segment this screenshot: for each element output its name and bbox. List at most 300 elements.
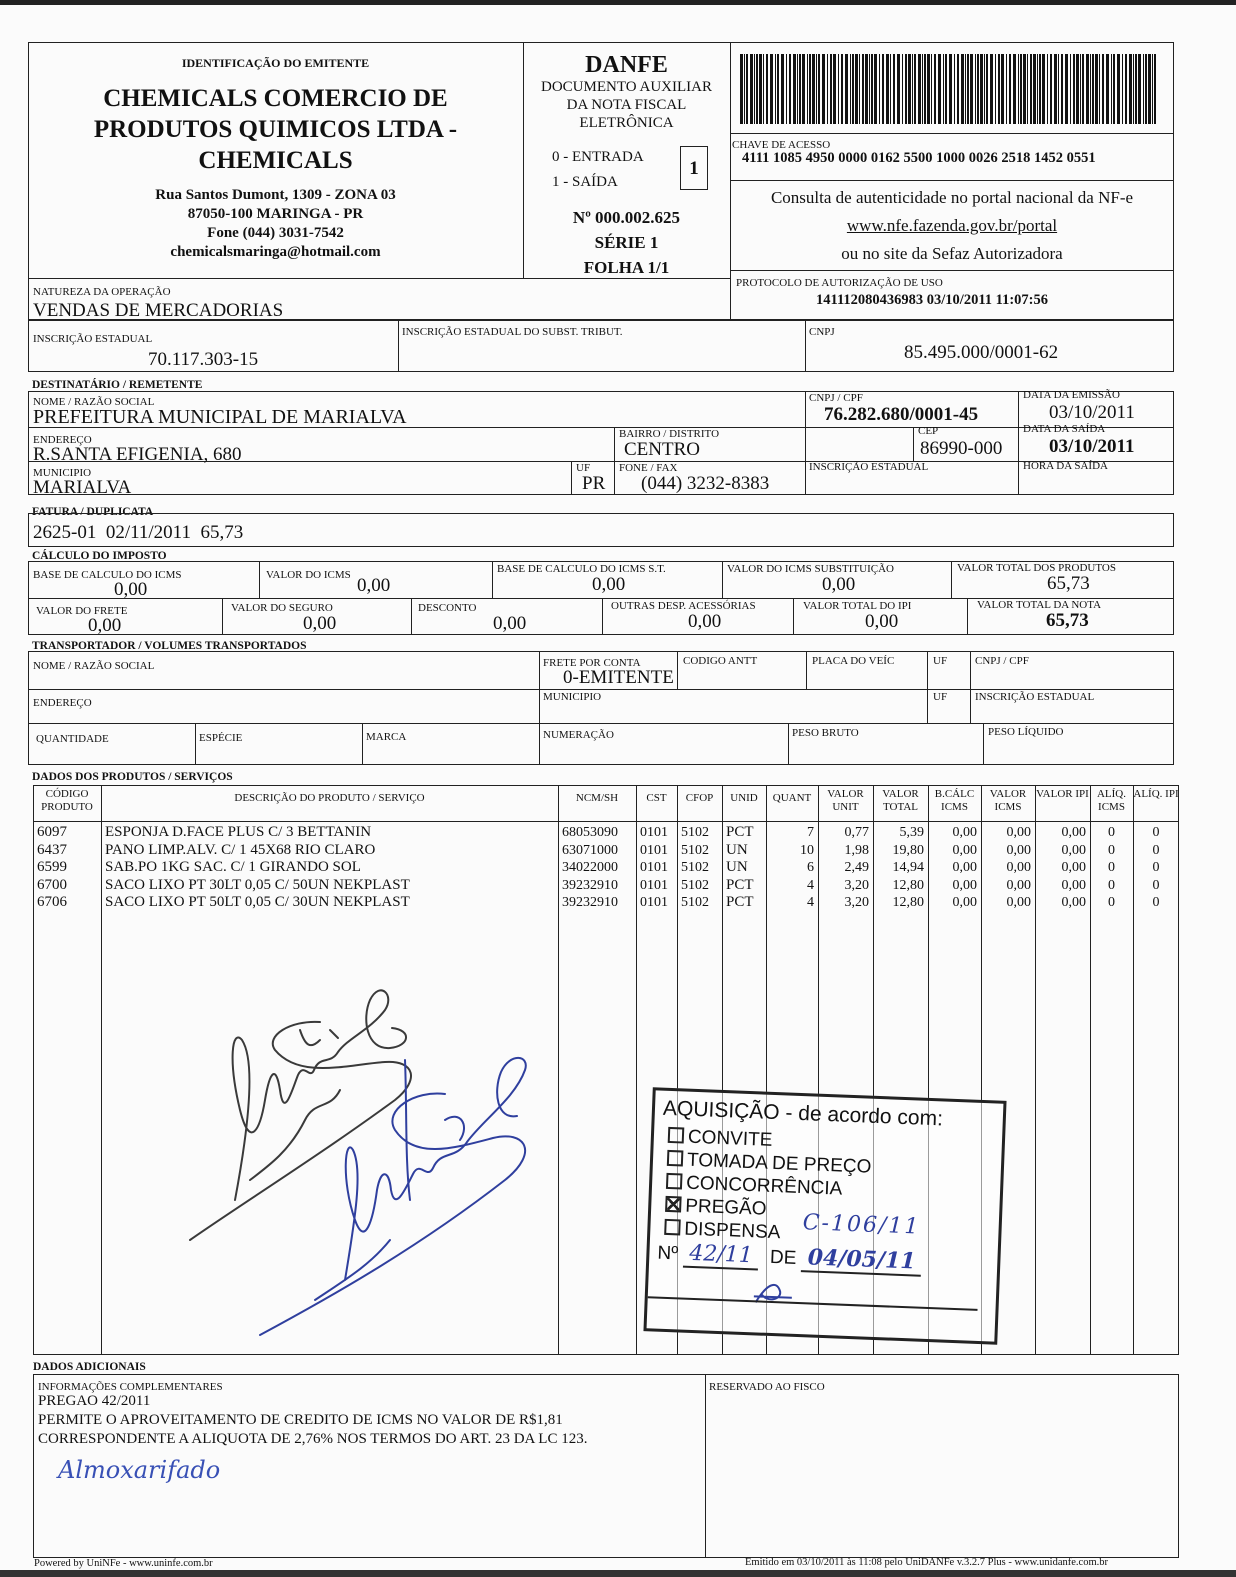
bc-st: 0,00 bbox=[592, 574, 626, 595]
danfe-numero-block bbox=[523, 205, 730, 280]
stamp-option: PREGÃO bbox=[665, 1194, 870, 1225]
table-cell: SACO LIXO PT 30LT 0,05 C/ 50UN NEKPLAST bbox=[105, 876, 410, 893]
table-column-divider bbox=[101, 785, 102, 1355]
table-header: CST bbox=[646, 792, 667, 804]
barcode-bar bbox=[1006, 54, 1007, 124]
barcode-bar bbox=[1001, 54, 1004, 124]
table-cell: 1,98 bbox=[844, 842, 869, 858]
barcode-bar bbox=[1058, 54, 1059, 124]
stamp-signature-line bbox=[648, 1296, 978, 1311]
transp-numeracao-label: NUMERAÇÃO bbox=[543, 729, 614, 741]
table-cell: 6700 bbox=[37, 876, 67, 893]
ipi-label: VALOR TOTAL DO IPI bbox=[803, 600, 912, 612]
table-cell: 0101 bbox=[640, 825, 668, 840]
stamp-title: AQUISIÇÃO - de acordo com: bbox=[662, 1096, 944, 1131]
table-cell: 39232910 bbox=[562, 895, 618, 910]
barcode-bar bbox=[986, 54, 988, 124]
destinatario-section: DESTINATÁRIO / REMETENTE bbox=[32, 379, 203, 391]
table-cell: 4 bbox=[807, 877, 814, 893]
dest-cep: 86990-000 bbox=[920, 438, 1003, 459]
table-cell: 5102 bbox=[681, 842, 709, 858]
barcode-bar bbox=[781, 54, 784, 124]
table-header: VALOR IPI bbox=[1036, 788, 1089, 800]
entrada-label: 0 - ENTRADA bbox=[552, 149, 644, 165]
dest-saida: 03/10/2011 bbox=[1049, 436, 1135, 457]
barcode-bar bbox=[756, 54, 758, 124]
v-icms-label: VALOR DO ICMS bbox=[266, 569, 351, 581]
barcode-bar bbox=[1099, 54, 1100, 124]
barcode-bar bbox=[812, 54, 815, 124]
transp-placa-label: PLACA DO VEÍC bbox=[812, 655, 895, 667]
barcode-bar bbox=[816, 54, 817, 124]
table-cell: 0101 bbox=[640, 877, 668, 893]
barcode-bar bbox=[744, 54, 745, 124]
barcode-bar bbox=[918, 54, 921, 124]
ie-label: INSCRIÇÃO ESTADUAL bbox=[33, 333, 153, 345]
table-cell: 0101 bbox=[640, 895, 668, 910]
barcode-bar bbox=[1113, 54, 1115, 124]
fatura-section: FATURA / DUPLICATA bbox=[32, 506, 154, 518]
table-cell: 5102 bbox=[681, 825, 709, 840]
barcode-bar bbox=[1154, 54, 1156, 124]
table-cell: 6706 bbox=[37, 894, 67, 910]
barcode-bar bbox=[995, 54, 996, 124]
chave-label: CHAVE DE ACESSO bbox=[732, 139, 831, 151]
table-cell: PCT bbox=[726, 824, 754, 840]
barcode-bar bbox=[975, 54, 976, 124]
barcode-bar bbox=[1082, 54, 1084, 124]
barcode-bar bbox=[886, 54, 889, 124]
barcode-bar bbox=[1148, 54, 1151, 124]
barcode-bar bbox=[1037, 54, 1038, 124]
barcode-bar bbox=[967, 54, 969, 124]
barcode-bar bbox=[1039, 54, 1041, 124]
natureza-label: NATUREZA DA OPERAÇÃO bbox=[33, 286, 171, 298]
table-cell: UN bbox=[726, 841, 748, 858]
barcode-bar bbox=[934, 54, 936, 124]
table-cell: 0 bbox=[1152, 877, 1160, 893]
barcode-bar bbox=[1106, 54, 1109, 124]
barcode-bar bbox=[777, 54, 779, 124]
cnpj-emit-label: CNPJ bbox=[809, 326, 835, 338]
checkbox-icon bbox=[666, 1173, 683, 1190]
table-cell: PCT bbox=[726, 876, 754, 893]
table-cell: 3,20 bbox=[844, 895, 869, 910]
barcode-bar bbox=[759, 54, 762, 124]
dest-fone: (044) 3232-8383 bbox=[641, 473, 770, 494]
barcode-bar bbox=[850, 54, 851, 124]
barcode-bar bbox=[957, 54, 959, 124]
barcode-bar bbox=[931, 54, 932, 124]
cnpj-emit-value: 85.495.000/0001-62 bbox=[904, 342, 1059, 363]
barcode-bar bbox=[927, 54, 930, 124]
barcode-bar bbox=[789, 54, 791, 124]
barcode-bar bbox=[841, 54, 843, 124]
table-cell: 0,00 bbox=[1006, 825, 1031, 840]
bc-st-label: BASE DE CALCULO DO ICMS S.T. bbox=[497, 563, 666, 575]
stamp-handwritten-code: C-106/11 bbox=[802, 1210, 921, 1240]
barcode-bar bbox=[874, 54, 877, 124]
table-cell: 4 bbox=[807, 895, 814, 910]
table-cell: 0,00 bbox=[952, 895, 977, 910]
table-cell: 0101 bbox=[640, 860, 668, 875]
barcode-bar bbox=[775, 54, 776, 124]
transp-section: TRANSPORTADOR / VOLUMES TRANSPORTADOS bbox=[32, 640, 307, 652]
barcode-bar bbox=[830, 54, 832, 124]
table-header: ALÍQ. ICMS bbox=[1096, 788, 1127, 813]
footer-left: Powered by UniNFe - www.uninfe.com.br bbox=[34, 1558, 213, 1569]
table-cell: 0,00 bbox=[1061, 895, 1086, 910]
barcode-bar bbox=[882, 54, 884, 124]
fisco-label: RESERVADO AO FISCO bbox=[709, 1381, 825, 1393]
transp-liquido-label: PESO LÍQUIDO bbox=[988, 726, 1064, 738]
adicionais-section: DADOS ADICIONAIS bbox=[33, 1361, 146, 1373]
table-cell: 0 bbox=[1152, 842, 1160, 858]
table-column-divider bbox=[636, 785, 637, 1355]
imposto-section: CÁLCULO DO IMPOSTO bbox=[32, 550, 167, 562]
barcode-bar bbox=[980, 54, 983, 124]
barcode-bar bbox=[827, 54, 828, 124]
transp-especie-label: ESPÉCIE bbox=[199, 732, 243, 744]
table-header: CÓDIGO PRODUTO bbox=[41, 788, 93, 813]
table-cell: 0 bbox=[1108, 842, 1115, 858]
info-label: INFORMAÇÕES COMPLEMENTARES bbox=[38, 1381, 223, 1393]
dest-fone-label: FONE / FAX bbox=[619, 462, 678, 474]
transp-municipio-label: MUNICIPIO bbox=[543, 691, 602, 703]
dest-endereco-label: ENDEREÇO bbox=[33, 434, 92, 446]
transp-marca-label: MARCA bbox=[366, 731, 407, 743]
barcode-bar bbox=[1013, 54, 1016, 124]
transp-ie-label: INSCRIÇÃO ESTADUAL bbox=[975, 691, 1095, 703]
ie-st-label: INSCRIÇÃO ESTADUAL DO SUBST. TRIBUT. bbox=[402, 326, 623, 338]
v-prod: 65,73 bbox=[1047, 573, 1090, 594]
table-cell: 5,39 bbox=[899, 825, 924, 840]
barcode-bar bbox=[809, 54, 811, 124]
barcode-bar bbox=[754, 54, 755, 124]
barcode-bar bbox=[869, 54, 870, 124]
table-cell: 0,00 bbox=[952, 825, 977, 840]
barcode-bar bbox=[914, 54, 916, 124]
barcode-bar bbox=[1070, 54, 1071, 124]
checkbox-icon bbox=[664, 1219, 681, 1236]
table-header: VALOR TOTAL bbox=[882, 788, 919, 813]
barcode-bar bbox=[786, 54, 787, 124]
barcode-bar bbox=[1129, 54, 1132, 124]
v-icms: 0,00 bbox=[357, 575, 391, 596]
barcode-bar bbox=[797, 54, 798, 124]
stamp-option: TOMADA DE PREÇO bbox=[667, 1148, 872, 1179]
nota-folha: FOLHA 1/1 bbox=[583, 258, 670, 277]
protocolo-value: 141112080436983 03/10/2011 11:07:56 bbox=[816, 292, 1049, 308]
tipo-box: 1 bbox=[680, 146, 708, 190]
barcode-bar bbox=[1023, 54, 1026, 124]
table-cell: 19,80 bbox=[892, 842, 924, 858]
transp-uf-label: UF bbox=[933, 655, 948, 667]
table-cell: 2,49 bbox=[844, 860, 869, 875]
table-cell: 6 bbox=[807, 860, 814, 875]
barcode-bar bbox=[1061, 54, 1063, 124]
table-cell: 6599 bbox=[37, 859, 67, 875]
fatura-value: 2625-01 02/11/2011 65,73 bbox=[33, 522, 244, 543]
barcode-bar bbox=[1125, 54, 1127, 124]
table-header: NCM/SH bbox=[575, 792, 619, 804]
dest-cnpj: 76.282.680/0001-45 bbox=[824, 404, 979, 425]
barcode-bar bbox=[890, 54, 891, 124]
table-cell: 3,20 bbox=[844, 877, 869, 893]
barcode-bar bbox=[998, 54, 1000, 124]
table-cell: SACO LIXO PT 50LT 0,05 C/ 30UN NEKPLAST bbox=[105, 894, 410, 910]
table-cell: UN bbox=[726, 859, 748, 875]
barcode-bar bbox=[912, 54, 913, 124]
dest-endereco: R.SANTA EFIGENIA, 680 bbox=[33, 444, 242, 465]
nota-total: 65,73 bbox=[1046, 610, 1089, 631]
barcode-bar bbox=[1047, 54, 1048, 124]
barcode-bar bbox=[1145, 54, 1147, 124]
table-column-divider bbox=[558, 785, 559, 1355]
transp-qtd-label: QUANTIDADE bbox=[36, 733, 109, 745]
barcode-bar bbox=[740, 54, 743, 124]
barcode-bar bbox=[1122, 54, 1123, 124]
table-header: VALOR UNIT bbox=[827, 788, 864, 813]
barcode-bar bbox=[746, 54, 748, 124]
info-text: PREGAO 42/2011 PERMITE O APROVEITAMENTO DE CREDITO DE ICMS NO VALOR DE R$1,81 CORRESPONDENTE A ALIQUOTA DE 2,76% NOS TERMOS DO ART. 23 DA LC 123. bbox=[38, 1393, 588, 1447]
table-header: UNID bbox=[730, 792, 758, 804]
barcode-bar bbox=[1080, 54, 1081, 124]
barcode-bar bbox=[750, 54, 753, 124]
table-cell: 0,00 bbox=[952, 860, 977, 875]
stamp-option: CONVITE bbox=[667, 1125, 872, 1156]
table-cell: 0 bbox=[1108, 895, 1115, 910]
emitente-label: IDENTIFICAÇÃO DO EMITENTE bbox=[181, 56, 370, 70]
table-cell: 6437 bbox=[37, 841, 67, 858]
stamp-date-value: 04/05/11 bbox=[801, 1244, 922, 1277]
table-cell: 0,00 bbox=[1061, 877, 1086, 893]
barcode-bar bbox=[1133, 54, 1134, 124]
table-column-divider bbox=[1035, 785, 1036, 1355]
barcode-bar bbox=[905, 54, 907, 124]
stamp-initial-mark bbox=[747, 1272, 798, 1314]
danfe-title: DANFE bbox=[585, 52, 668, 78]
table-cell: PANO LIMP.ALV. C/ 1 45X68 RIO CLARO bbox=[105, 841, 376, 858]
nota-serie: SÉRIE 1 bbox=[594, 233, 659, 252]
table-cell: PCT bbox=[726, 894, 754, 910]
table-cell: 6097 bbox=[37, 824, 67, 840]
barcode-bar bbox=[838, 54, 839, 124]
barcode-bar bbox=[1050, 54, 1052, 124]
table-cell: 0,00 bbox=[1006, 895, 1031, 910]
dest-nome-label: NOME / RAZÃO SOCIAL bbox=[33, 396, 155, 408]
table-cell: 12,80 bbox=[892, 877, 924, 893]
stamp-number-line: Nº 42/11 DE 04/05/11 bbox=[657, 1241, 922, 1275]
dest-ie-label: INSCRIÇÃO ESTADUAL bbox=[809, 461, 929, 473]
chave-value: 4111 1085 4950 0000 0162 5500 1000 0026 2518 1452 0551 bbox=[742, 150, 1096, 166]
dest-hora-label: HORA DA SAÍDA bbox=[1023, 460, 1108, 472]
table-cell: 0101 bbox=[640, 842, 668, 858]
barcode-bar bbox=[1020, 54, 1022, 124]
table-header: CFOP bbox=[685, 792, 714, 804]
scan-top-edge bbox=[0, 0, 1236, 5]
barcode-bar bbox=[865, 54, 868, 124]
dest-uf-label: UF bbox=[576, 462, 591, 474]
barcode-bar bbox=[984, 54, 985, 124]
barcode-bar bbox=[949, 54, 952, 124]
barcode-bar bbox=[799, 54, 801, 124]
table-header: B.CÁLC ICMS bbox=[934, 788, 975, 813]
frete: 0,00 bbox=[88, 615, 122, 636]
dest-bairro: CENTRO bbox=[624, 439, 700, 460]
barcode-bar bbox=[893, 54, 895, 124]
table-cell: 39232910 bbox=[562, 877, 618, 893]
footer-right: Emitido em 03/10/2011 às 11:08 pelo UniDANFe v.3.2.7 Plus - www.unidanfe.com.br bbox=[745, 1557, 1108, 1568]
barcode-bar bbox=[855, 54, 858, 124]
barcode-bar bbox=[945, 54, 947, 124]
barcode-bar bbox=[970, 54, 973, 124]
consulta-block: Consulta de autenticidade no portal nacional da NF-e www.nfe.fazenda.gov.br/portal ou no site da Sefaz Autorizadora bbox=[730, 184, 1174, 268]
barcode-bar bbox=[1009, 54, 1011, 124]
barcode-bar bbox=[922, 54, 923, 124]
natureza-value: VENDAS DE MERCADORIAS bbox=[33, 300, 284, 321]
table-column-divider bbox=[1090, 785, 1091, 1355]
barcode-bar bbox=[766, 54, 768, 124]
table-cell: 0 bbox=[1108, 860, 1115, 875]
barcode-bar bbox=[908, 54, 911, 124]
nota-label: VALOR TOTAL DA NOTA bbox=[977, 599, 1102, 611]
barcode-bar bbox=[1073, 54, 1075, 124]
dest-municipio-label: MUNICIPIO bbox=[33, 467, 92, 479]
table-header: ALÍQ. IPI bbox=[1133, 788, 1179, 800]
barcode-bar bbox=[770, 54, 773, 124]
barcode-bar bbox=[897, 54, 900, 124]
table-cell: 0,00 bbox=[952, 877, 977, 893]
consulta-link[interactable]: www.nfe.fazenda.gov.br/portal bbox=[846, 216, 1058, 235]
table-cell: 0 bbox=[1152, 860, 1160, 875]
barcode-bar bbox=[1090, 54, 1091, 124]
barcode-bar bbox=[833, 54, 836, 124]
emitente-name: CHEMICALS COMERCIO DE PRODUTOS QUIMICOS LTDA - CHEMICALS bbox=[93, 85, 458, 174]
table-column-divider bbox=[1133, 785, 1134, 1355]
barcode-bar bbox=[793, 54, 796, 124]
table-cell: 0 bbox=[1108, 825, 1115, 840]
danfe-subtitle: DOCUMENTO AUXILIAR DA NOTA FISCAL ELETRÔNICA bbox=[541, 79, 712, 131]
dest-cnpj-label: CNPJ / CPF bbox=[809, 392, 863, 404]
barcode-bar bbox=[1135, 54, 1137, 124]
barcode-bar bbox=[924, 54, 926, 124]
outras: 0,00 bbox=[688, 611, 722, 632]
barcode-bar bbox=[1076, 54, 1079, 124]
stamp-option: CONCORRÊNCIA bbox=[666, 1171, 871, 1202]
barcode-bar bbox=[1138, 54, 1141, 124]
barcode-bar bbox=[862, 54, 864, 124]
danfe-block bbox=[523, 52, 730, 132]
barcode-bar bbox=[1092, 54, 1094, 124]
barcode-bar bbox=[990, 54, 993, 124]
dest-emissao-label: DATA DA EMISSÃO bbox=[1023, 389, 1120, 401]
barcode-bar bbox=[1095, 54, 1098, 124]
table-cell: 5102 bbox=[681, 895, 709, 910]
protocolo-label: PROTOCOLO DE AUTORIZAÇÃO DE USO bbox=[736, 277, 943, 289]
scan-bottom-edge bbox=[0, 1570, 1236, 1577]
barcode-bar bbox=[859, 54, 860, 124]
barcode-bar bbox=[871, 54, 873, 124]
table-cell: 5102 bbox=[681, 877, 709, 893]
bc-icms-label: BASE DE CALCULO DO ICMS bbox=[33, 569, 182, 581]
transp-bruto-label: PESO BRUTO bbox=[792, 727, 859, 739]
table-cell: 0 bbox=[1152, 825, 1160, 840]
table-cell: 0,00 bbox=[952, 842, 977, 858]
barcode-bar bbox=[954, 54, 955, 124]
seguro-label: VALOR DO SEGURO bbox=[231, 602, 333, 614]
nota-numero: Nº 000.002.625 bbox=[572, 208, 681, 227]
table-cell: SAB.PO 1KG SAC. C/ 1 GIRANDO SOL bbox=[105, 859, 361, 875]
produtos-section: DADOS DOS PRODUTOS / SERVIÇOS bbox=[32, 771, 233, 783]
desconto-label: DESCONTO bbox=[418, 602, 477, 614]
barcode-bar bbox=[879, 54, 880, 124]
table-cell: 0,00 bbox=[1061, 825, 1086, 840]
table-cell: 5102 bbox=[681, 860, 709, 875]
transp-antt-label: CODIGO ANTT bbox=[683, 655, 758, 667]
checkbox-icon bbox=[668, 1127, 685, 1144]
barcode-bar bbox=[1111, 54, 1112, 124]
dest-uf: PR bbox=[582, 473, 606, 494]
barcode-bar bbox=[807, 54, 808, 124]
aquisicao-stamp bbox=[643, 1087, 1006, 1344]
table-cell: 0,00 bbox=[1006, 877, 1031, 893]
transp-frete-label: FRETE POR CONTA bbox=[543, 657, 641, 669]
v-st-label: VALOR DO ICMS SUBSTITUIÇÃO bbox=[727, 563, 894, 575]
emitente-address: Rua Santos Dumont, 1309 - ZONA 03 87050-100 MARINGA - PR Fone (044) 3031-7542 chemicalsmaringa@hotmail.com bbox=[155, 187, 396, 260]
barcode-bar bbox=[845, 54, 848, 124]
barcode-bar bbox=[1086, 54, 1089, 124]
barcode-bar bbox=[1065, 54, 1068, 124]
table-cell: 10 bbox=[800, 842, 814, 858]
barcode-bar bbox=[1042, 54, 1045, 124]
table-cell: 12,80 bbox=[892, 895, 924, 910]
table-cell: 0,77 bbox=[844, 825, 869, 840]
table-header: QUANT bbox=[772, 792, 812, 804]
checkbox-icon bbox=[667, 1150, 684, 1167]
outras-label: OUTRAS DESP. ACESSÓRIAS bbox=[611, 600, 756, 612]
dest-nome: PREFEITURA MUNICIPAL DE MARIALVA bbox=[33, 406, 407, 428]
frete-label: VALOR DO FRETE bbox=[36, 605, 128, 617]
barcode-bar bbox=[977, 54, 979, 124]
dest-saida-label: DATA DA SAÍDA bbox=[1023, 423, 1106, 435]
dest-municipio: MARIALVA bbox=[33, 477, 132, 498]
transp-uf2-label: UF bbox=[933, 691, 948, 703]
barcode-bar bbox=[1033, 54, 1036, 124]
barcode-bar bbox=[961, 54, 964, 124]
transp-nome-label: NOME / RAZÃO SOCIAL bbox=[33, 660, 155, 672]
table-cell: 7 bbox=[807, 825, 814, 840]
table-cell: 0,00 bbox=[1061, 842, 1086, 858]
barcode-bar bbox=[1102, 54, 1104, 124]
table-cell: 34022000 bbox=[562, 860, 618, 875]
bc-icms: 0,00 bbox=[114, 579, 148, 600]
barcode-bar bbox=[1030, 54, 1032, 124]
ie-value: 70.117.303-15 bbox=[148, 349, 259, 370]
table-cell: 0,00 bbox=[1006, 842, 1031, 858]
signature-blue bbox=[255, 1050, 555, 1340]
ipi: 0,00 bbox=[865, 611, 899, 632]
barcode-bar bbox=[1152, 54, 1153, 124]
barcode-bar bbox=[763, 54, 764, 124]
barcode-bar bbox=[943, 54, 944, 124]
table-cell: 14,94 bbox=[892, 860, 924, 875]
transp-endereco-label: ENDEREÇO bbox=[33, 697, 92, 709]
transp-frete: 0-EMITENTE bbox=[563, 667, 674, 688]
barcode-bar bbox=[1117, 54, 1120, 124]
table-cell: 0,00 bbox=[1061, 860, 1086, 875]
barcode-bar bbox=[1054, 54, 1057, 124]
